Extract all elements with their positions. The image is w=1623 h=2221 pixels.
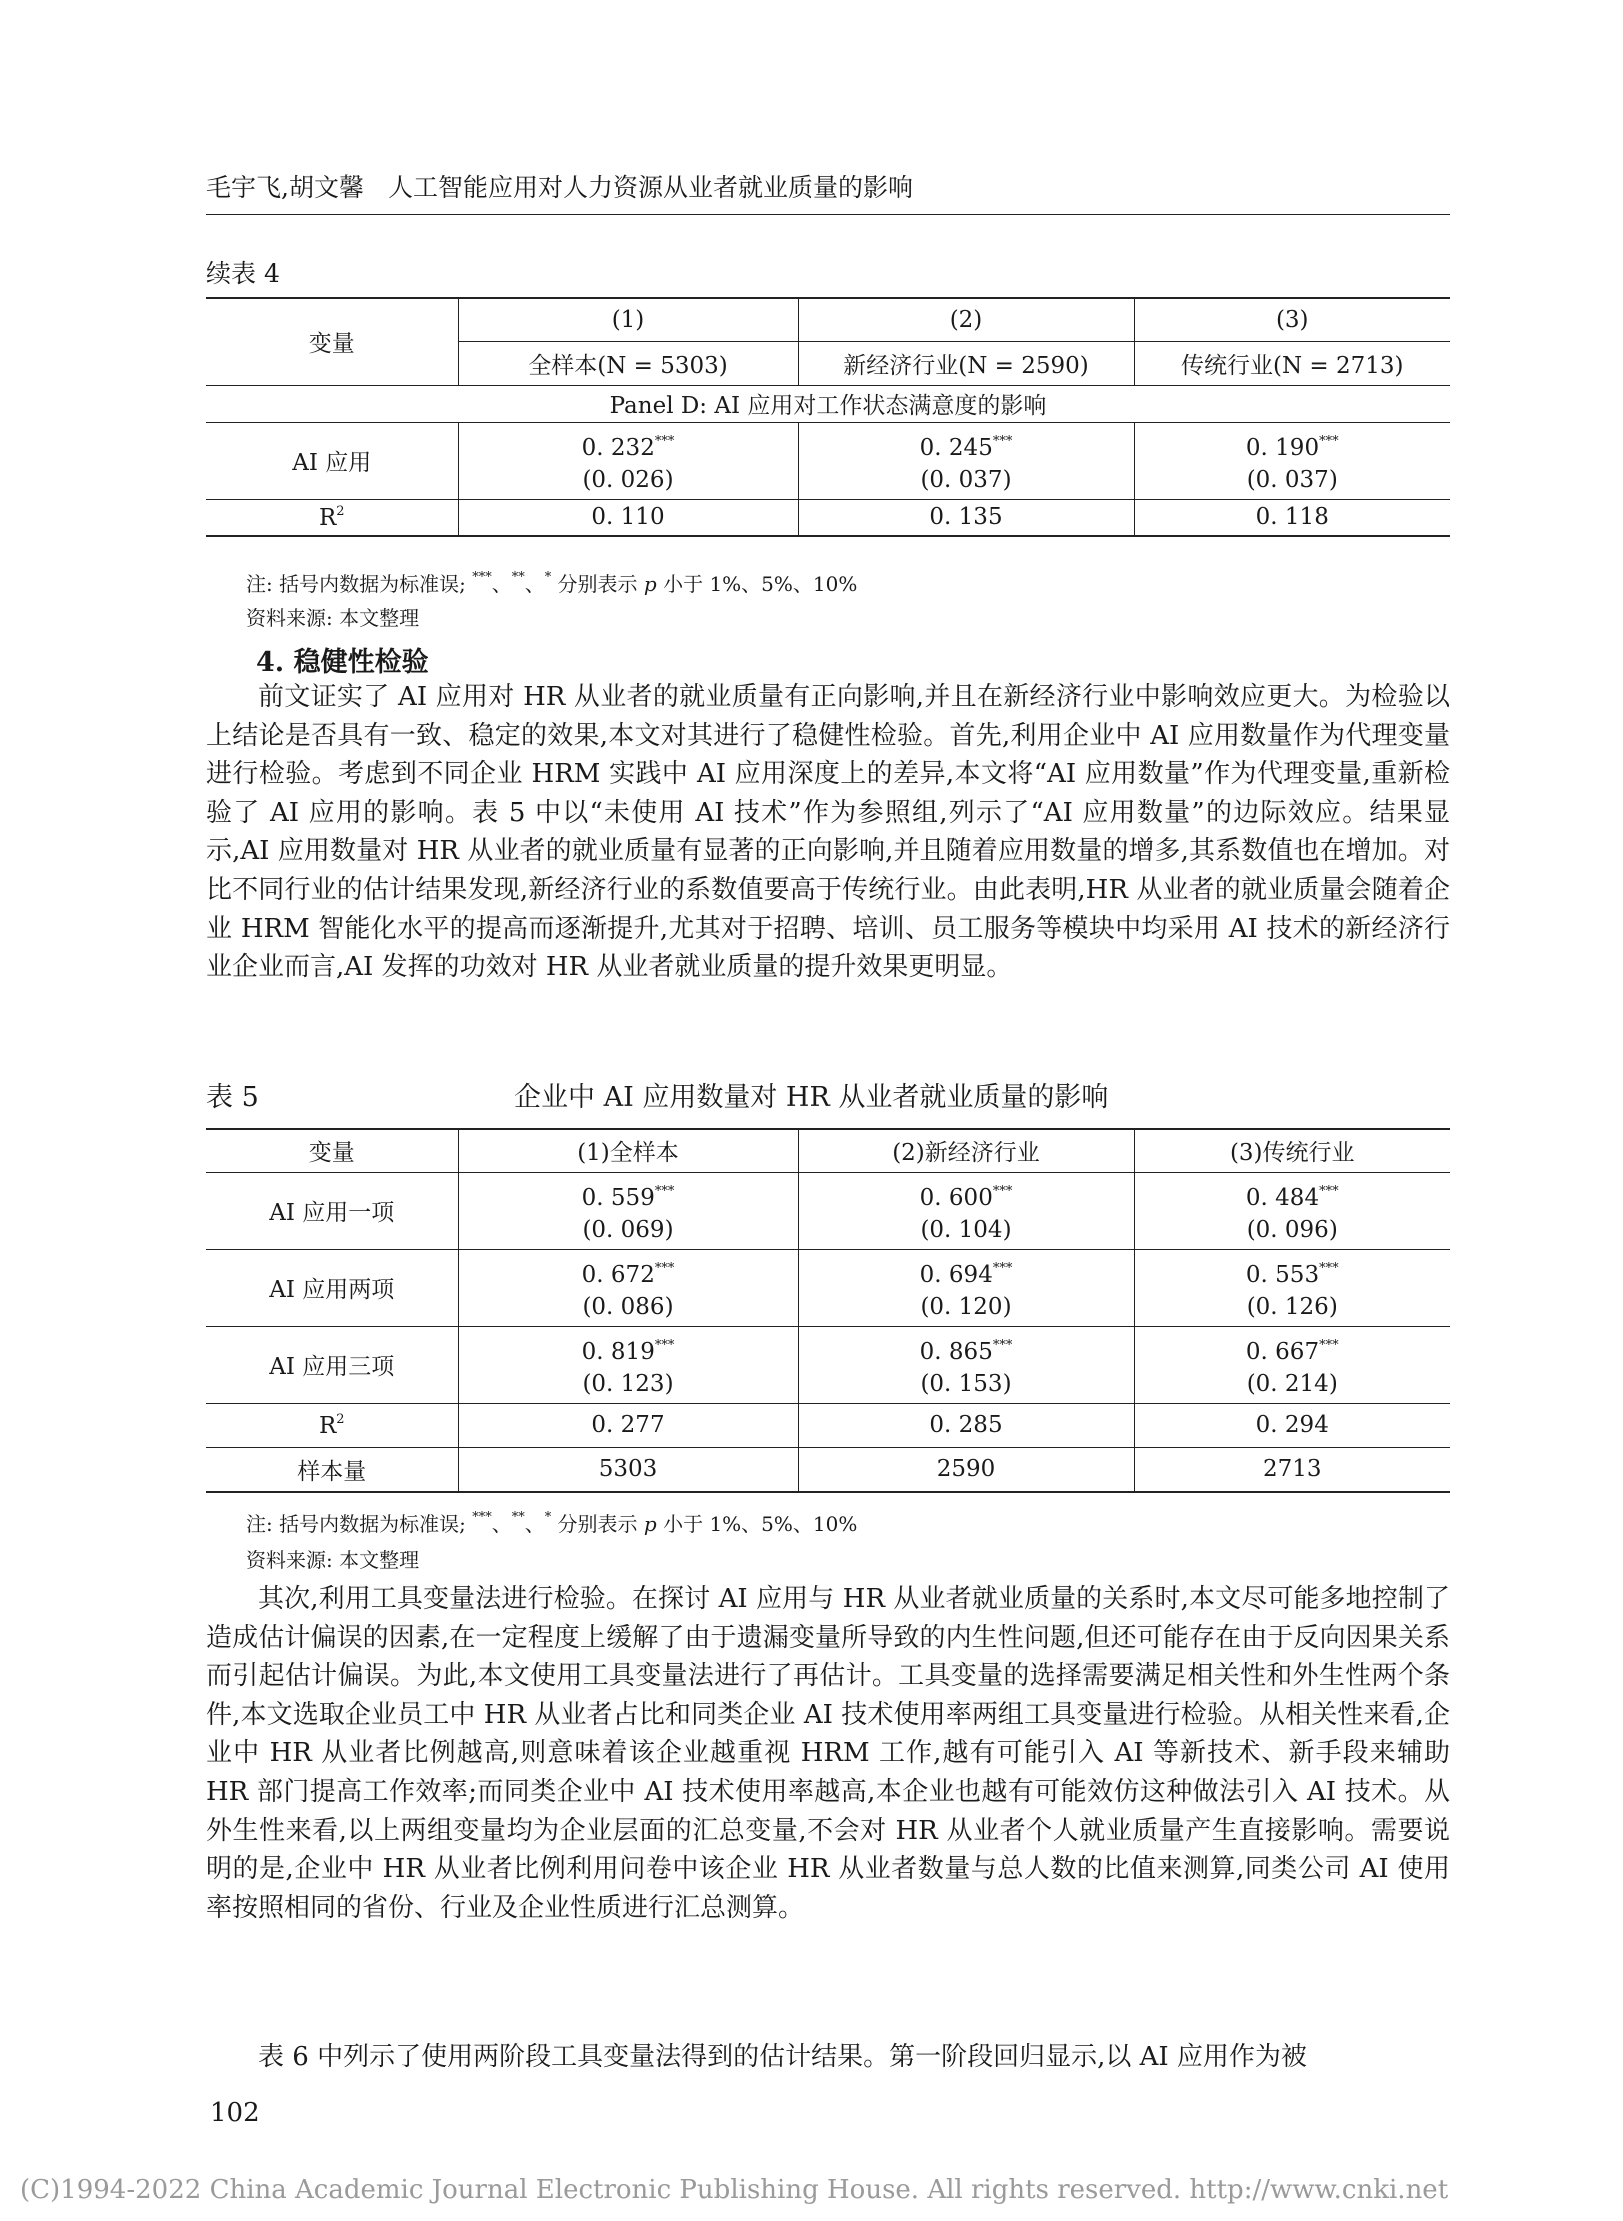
coef: 0. 245 <box>919 434 993 461</box>
se: (0. 104) <box>920 1216 1012 1243</box>
running-header <box>206 168 1450 215</box>
se: (0. 120) <box>920 1293 1012 1320</box>
note-prefix: 注: 括号内数据为标准误; <box>246 572 473 596</box>
table5-title: 企业中 AI 应用数量对 HR 从业者就业质量的影响 <box>514 1082 1109 1113</box>
se: (0. 026) <box>582 466 674 493</box>
se: (0. 126) <box>1246 1293 1338 1320</box>
stars: *** <box>1319 433 1339 449</box>
table5-source: 资料来源: 本文整理 <box>246 1548 420 1572</box>
table5-cell <box>1134 1326 1450 1403</box>
note-star: *** <box>472 1510 492 1525</box>
table4-col-label: 全样本(N = 5303) <box>458 341 798 385</box>
se: (0. 069) <box>582 1216 674 1243</box>
note-star: * <box>544 1510 552 1525</box>
table5-n-value: 2713 <box>1134 1447 1450 1492</box>
note-star: ** <box>511 1510 525 1525</box>
table5-cell <box>458 1249 798 1326</box>
table5-cell <box>798 1249 1134 1326</box>
table5-col-label: (3)传统行业 <box>1134 1129 1450 1172</box>
r2-sup: 2 <box>336 503 345 519</box>
coef: 0. 819 <box>581 1338 655 1365</box>
table4-note <box>246 568 857 597</box>
table5-cell <box>1134 1249 1450 1326</box>
table5-row-label: AI 应用三项 <box>206 1326 458 1403</box>
paragraph-2: 其次,利用工具变量法进行检验。在探讨 AI 应用与 HR 从业者就业质量的关系时,本文尽可能多地控制了造成估计偏误的因素,在一定程度上缓解了由于遗漏变量所导致的内生性问题,但还可能存在由于反向因果关系而引起估计偏误。为此,本文使用工具变量法进行了再估计。工具变量的选择需要满足相关性和外生性两个条件,本文选取企业员工中 HR 从业者占比和同类企业 AI 技术使用率两组工具变量进行检验。从相关性来看,企业中 HR 从业者比例越高,则意味着该企业越重视 HRM 工作,越有可能引入 AI 等新技术、新手段来辅助 HR 部门提高工作效率;而同类企业中 AI 技术使用率越高,本企业也越有可能效仿这种做法引入 AI 技术。从外生性来看,以上两组变量均为企业层面的汇总变量,不会对 HR 从业者个人就业质量产生直接影响。需要说明的是,企业中 HR 从业者比例利用问卷中该企业 HR 从业者数量与总人数的比值来测算,同类公司 AI 使用率按照相同的省份、行业及企业性质进行汇总测算。 <box>206 1584 1450 1923</box>
note-p: p <box>643 572 657 596</box>
table5-r2-value: 0. 285 <box>798 1403 1134 1447</box>
stars: *** <box>992 1183 1013 1199</box>
coef: 0. 672 <box>581 1261 655 1288</box>
stars: *** <box>1319 1260 1339 1276</box>
paragraph-3: 表 6 中列示了使用两阶段工具变量法得到的估计结果。第一阶段回归显示,以 AI 应用作为被 <box>258 2042 1307 2072</box>
coef: 0. 559 <box>581 1184 655 1211</box>
note-middle: 分别表示 <box>551 572 644 596</box>
r2-label: R <box>318 1412 337 1439</box>
stars: *** <box>654 433 675 449</box>
table4-var-header: 变量 <box>206 298 458 385</box>
table5 <box>206 1128 1450 1493</box>
note-p: p <box>643 1512 657 1536</box>
table4-col-num: (2) <box>798 298 1134 341</box>
stars: *** <box>1319 1183 1339 1199</box>
table5-cell <box>458 1172 798 1249</box>
table4-panel-title: Panel D: AI 应用对工作状态满意度的影响 <box>206 385 1450 422</box>
stars: *** <box>654 1183 675 1199</box>
r2-sup: 2 <box>336 1411 345 1427</box>
table5-cell <box>798 1326 1134 1403</box>
se: (0. 037) <box>1246 466 1338 493</box>
note-sep: 、 <box>524 572 545 596</box>
note-star: *** <box>472 570 492 585</box>
table4-caption: 续表 4 <box>206 259 280 288</box>
r2-label: R <box>318 504 337 531</box>
header-title: 人工智能应用对人力资源从业者就业质量的影响 <box>387 173 913 202</box>
note-suffix: 小于 1%、5%、10% <box>656 572 858 596</box>
se: (0. 214) <box>1246 1370 1338 1397</box>
note-suffix: 小于 1%、5%、10% <box>656 1512 858 1536</box>
stars: *** <box>992 1260 1013 1276</box>
table5-row-label: AI 应用两项 <box>206 1249 458 1326</box>
se: (0. 037) <box>920 466 1012 493</box>
table4-col-label: 传统行业(N = 2713) <box>1134 341 1450 385</box>
table4-col-label: 新经济行业(N = 2590) <box>798 341 1134 385</box>
table4-r2-label <box>206 499 458 536</box>
coef: 0. 694 <box>919 1261 993 1288</box>
table4 <box>206 297 1450 537</box>
coef: 0. 865 <box>919 1338 993 1365</box>
table4-source: 资料来源: 本文整理 <box>246 606 420 630</box>
copyright-footer: (C)1994-2022 China Academic Journal Electronic Publishing House. All rights reserved. http://www.cnki.net <box>20 2175 1449 2205</box>
stars: *** <box>992 433 1013 449</box>
table5-cell <box>1134 1172 1450 1249</box>
se: (0. 123) <box>582 1370 674 1397</box>
table4-r2-value: 0. 118 <box>1134 499 1450 536</box>
note-sep: 、 <box>491 1512 512 1536</box>
table5-cell <box>798 1172 1134 1249</box>
se: (0. 086) <box>582 1293 674 1320</box>
page-number: 102 <box>210 2098 260 2128</box>
section-heading: 4. 稳健性检验 <box>256 647 429 678</box>
table5-number: 表 5 <box>206 1082 259 1113</box>
table5-cell <box>458 1326 798 1403</box>
coef: 0. 600 <box>919 1184 993 1211</box>
se: (0. 153) <box>920 1370 1012 1397</box>
table4-r2-value: 0. 135 <box>798 499 1134 536</box>
coef: 0. 667 <box>1245 1338 1320 1365</box>
stars: *** <box>654 1337 675 1353</box>
note-star: ** <box>511 570 525 585</box>
coef: 0. 484 <box>1245 1184 1320 1211</box>
note-sep: 、 <box>491 572 512 596</box>
table4-col-num: (3) <box>1134 298 1450 341</box>
table4-row-label: AI 应用 <box>206 422 458 499</box>
stars: *** <box>654 1260 675 1276</box>
note-star: * <box>544 570 552 585</box>
note-sep: 、 <box>524 1512 545 1536</box>
table4-r2-value: 0. 110 <box>458 499 798 536</box>
note-prefix: 注: 括号内数据为标准误; <box>246 1512 473 1536</box>
table5-var-header: 变量 <box>206 1129 458 1172</box>
table4-cell <box>1134 422 1450 499</box>
table4-col-num: (1) <box>458 298 798 341</box>
header-authors: 毛宇飞,胡文馨 <box>206 173 364 202</box>
table5-r2-value: 0. 277 <box>458 1403 798 1447</box>
table5-n-value: 5303 <box>458 1447 798 1492</box>
coef: 0. 553 <box>1245 1261 1320 1288</box>
table4-cell <box>798 422 1134 499</box>
table5-n-label: 样本量 <box>206 1447 458 1492</box>
paragraph-1: 前文证实了 AI 应用对 HR 从业者的就业质量有正向影响,并且在新经济行业中影响效应更大。为检验以上结论是否具有一致、稳定的效果,本文对其进行了稳健性检验。首先,利用企业中 AI 应用数量作为代理变量进行检验。考虑到不同企业 HRM 实践中 AI 应用深度上的差异,本文将“AI 应用数量”作为代理变量,重新检验了 AI 应用的影响。表 5 中以“未使用 AI 技术”作为参照组,列示了“AI 应用数量”的边际效应。结果显示,AI 应用数量对 HR 从业者的就业质量有显著的正向影响,并且随着应用数量的增多,其系数值也在增加。对比不同行业的估计结果发现,新经济行业的系数值要高于传统行业。由此表明,HR 从业者的就业质量会随着企业 HRM 智能化水平的提高而逐渐提升,尤其对于招聘、培训、员工服务等模块中均采用 AI 技术的新经济行业企业而言,AI 发挥的功效对 HR 从业者就业质量的提升效果更明显。 <box>206 682 1450 983</box>
stars: *** <box>992 1337 1013 1353</box>
table5-note <box>246 1508 857 1537</box>
se: (0. 096) <box>1246 1216 1338 1243</box>
coef: 0. 232 <box>581 434 655 461</box>
stars: *** <box>1319 1337 1339 1353</box>
table5-n-value: 2590 <box>798 1447 1134 1492</box>
table5-r2-label <box>206 1403 458 1447</box>
table5-row-label: AI 应用一项 <box>206 1172 458 1249</box>
table4-cell <box>458 422 798 499</box>
note-middle: 分别表示 <box>551 1512 644 1536</box>
table5-r2-value: 0. 294 <box>1134 1403 1450 1447</box>
table5-col-label: (2)新经济行业 <box>798 1129 1134 1172</box>
coef: 0. 190 <box>1245 434 1320 461</box>
table5-col-label: (1)全样本 <box>458 1129 798 1172</box>
